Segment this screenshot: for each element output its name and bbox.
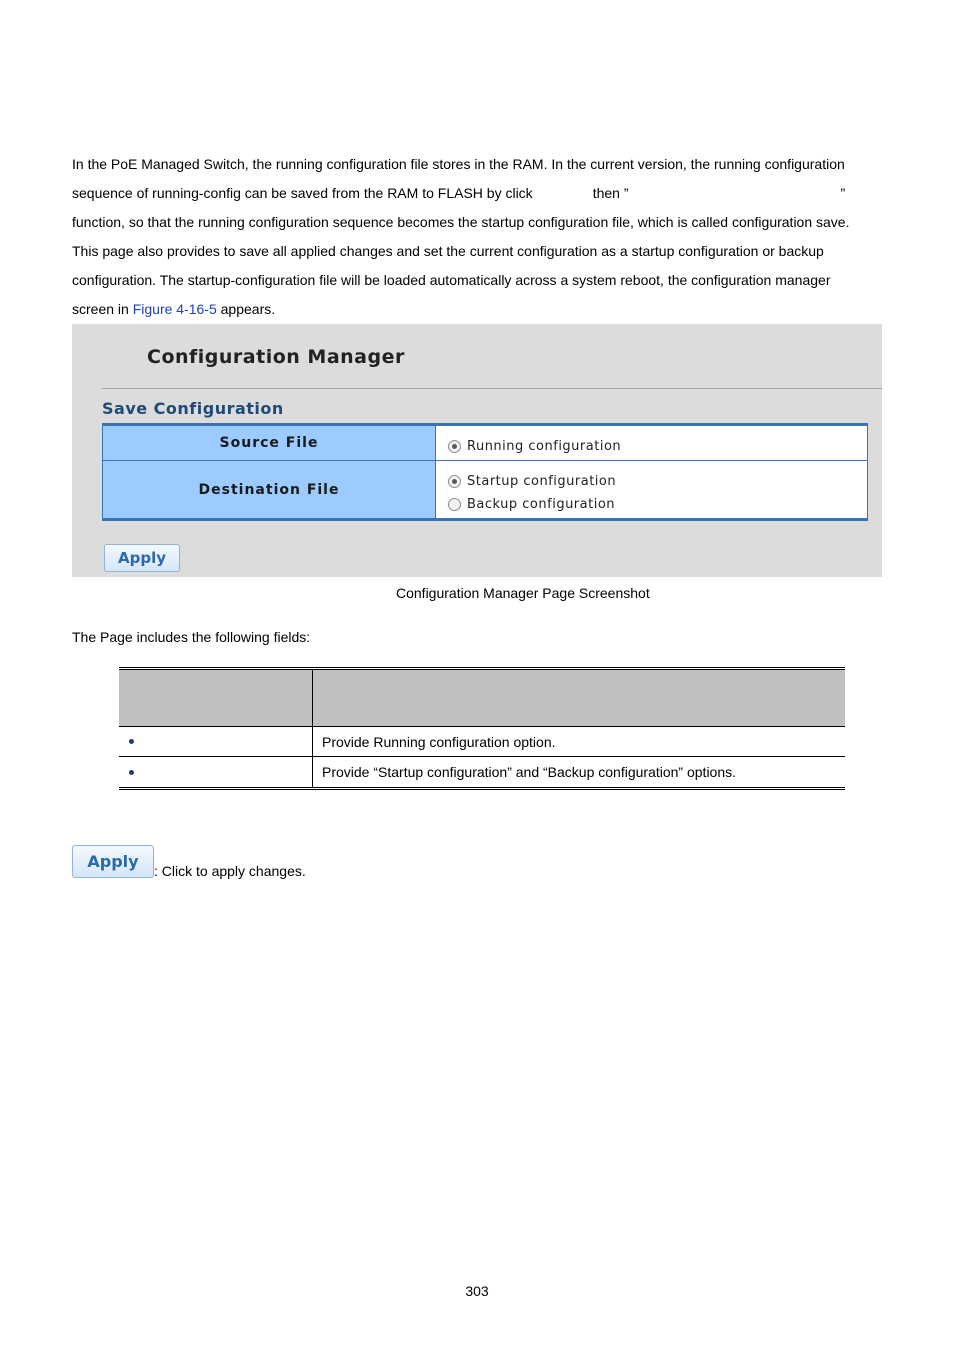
field-description: Provide “Startup configuration” and “Backup configuration” options. bbox=[322, 764, 737, 780]
source-file-row bbox=[103, 426, 867, 461]
radio-button-selected[interactable] bbox=[448, 440, 461, 453]
section-title: Save Configuration bbox=[102, 399, 284, 418]
source-file-options bbox=[436, 426, 867, 460]
intro-line-6: screen in Figure 4-16-5 appears. bbox=[72, 301, 276, 317]
destination-file-options bbox=[436, 461, 867, 518]
field-description: Provide Running configuration option. bbox=[322, 733, 556, 750]
source-file-label: Source File bbox=[103, 426, 436, 460]
intro-line-4: This page also provides to save all applied changes and set the current configuration as a startup configuration or backup bbox=[72, 243, 824, 259]
save-configuration-table bbox=[102, 423, 868, 521]
bullet-icon bbox=[129, 739, 134, 744]
radio-startup-config[interactable]: Startup configuration bbox=[448, 470, 867, 493]
page-number: 303 bbox=[465, 1283, 489, 1299]
radio-button-selected[interactable] bbox=[448, 475, 461, 488]
radio-backup-config[interactable]: Backup configuration bbox=[448, 493, 867, 516]
intro-line-2: sequence of running-config can be saved from the RAM to FLASH by click then ” ” bbox=[72, 185, 846, 201]
intro-line-3: function, so that the running configuration sequence becomes the startup configuration file, which is called configuration save. bbox=[72, 214, 850, 230]
table-row bbox=[119, 727, 845, 757]
header-object bbox=[119, 670, 313, 726]
title-divider bbox=[102, 388, 882, 389]
fields-intro: The Page includes the following fields: bbox=[72, 629, 311, 645]
page-title: Configuration Manager bbox=[147, 346, 405, 368]
table-header bbox=[119, 670, 845, 727]
figure-caption: Configuration Manager Page Screenshot bbox=[396, 585, 650, 601]
destination-file-row bbox=[103, 461, 867, 518]
intro-paragraph bbox=[72, 150, 884, 324]
header-description bbox=[313, 670, 845, 726]
apply-button[interactable]: Apply bbox=[104, 544, 180, 572]
configuration-manager-screenshot bbox=[72, 324, 882, 577]
apply-button-image[interactable]: Apply bbox=[72, 845, 154, 878]
table-row bbox=[119, 757, 845, 787]
destination-file-label: Destination File bbox=[103, 461, 436, 518]
fields-table bbox=[119, 667, 845, 790]
radio-running-config[interactable]: Running configuration bbox=[448, 435, 867, 458]
radio-button-unselected[interactable] bbox=[448, 498, 461, 511]
apply-description: : Click to apply changes. bbox=[154, 863, 306, 879]
figure-link[interactable]: Figure 4-16-5 bbox=[132, 301, 217, 317]
intro-line-1: In the PoE Managed Switch, the running configuration file stores in the RAM. In the current version, the running configuration bbox=[72, 156, 845, 172]
intro-line-5: configuration. The startup-configuration file will be loaded automatically across a system reboot, the configuration manager bbox=[72, 272, 831, 288]
bullet-icon bbox=[129, 770, 134, 775]
